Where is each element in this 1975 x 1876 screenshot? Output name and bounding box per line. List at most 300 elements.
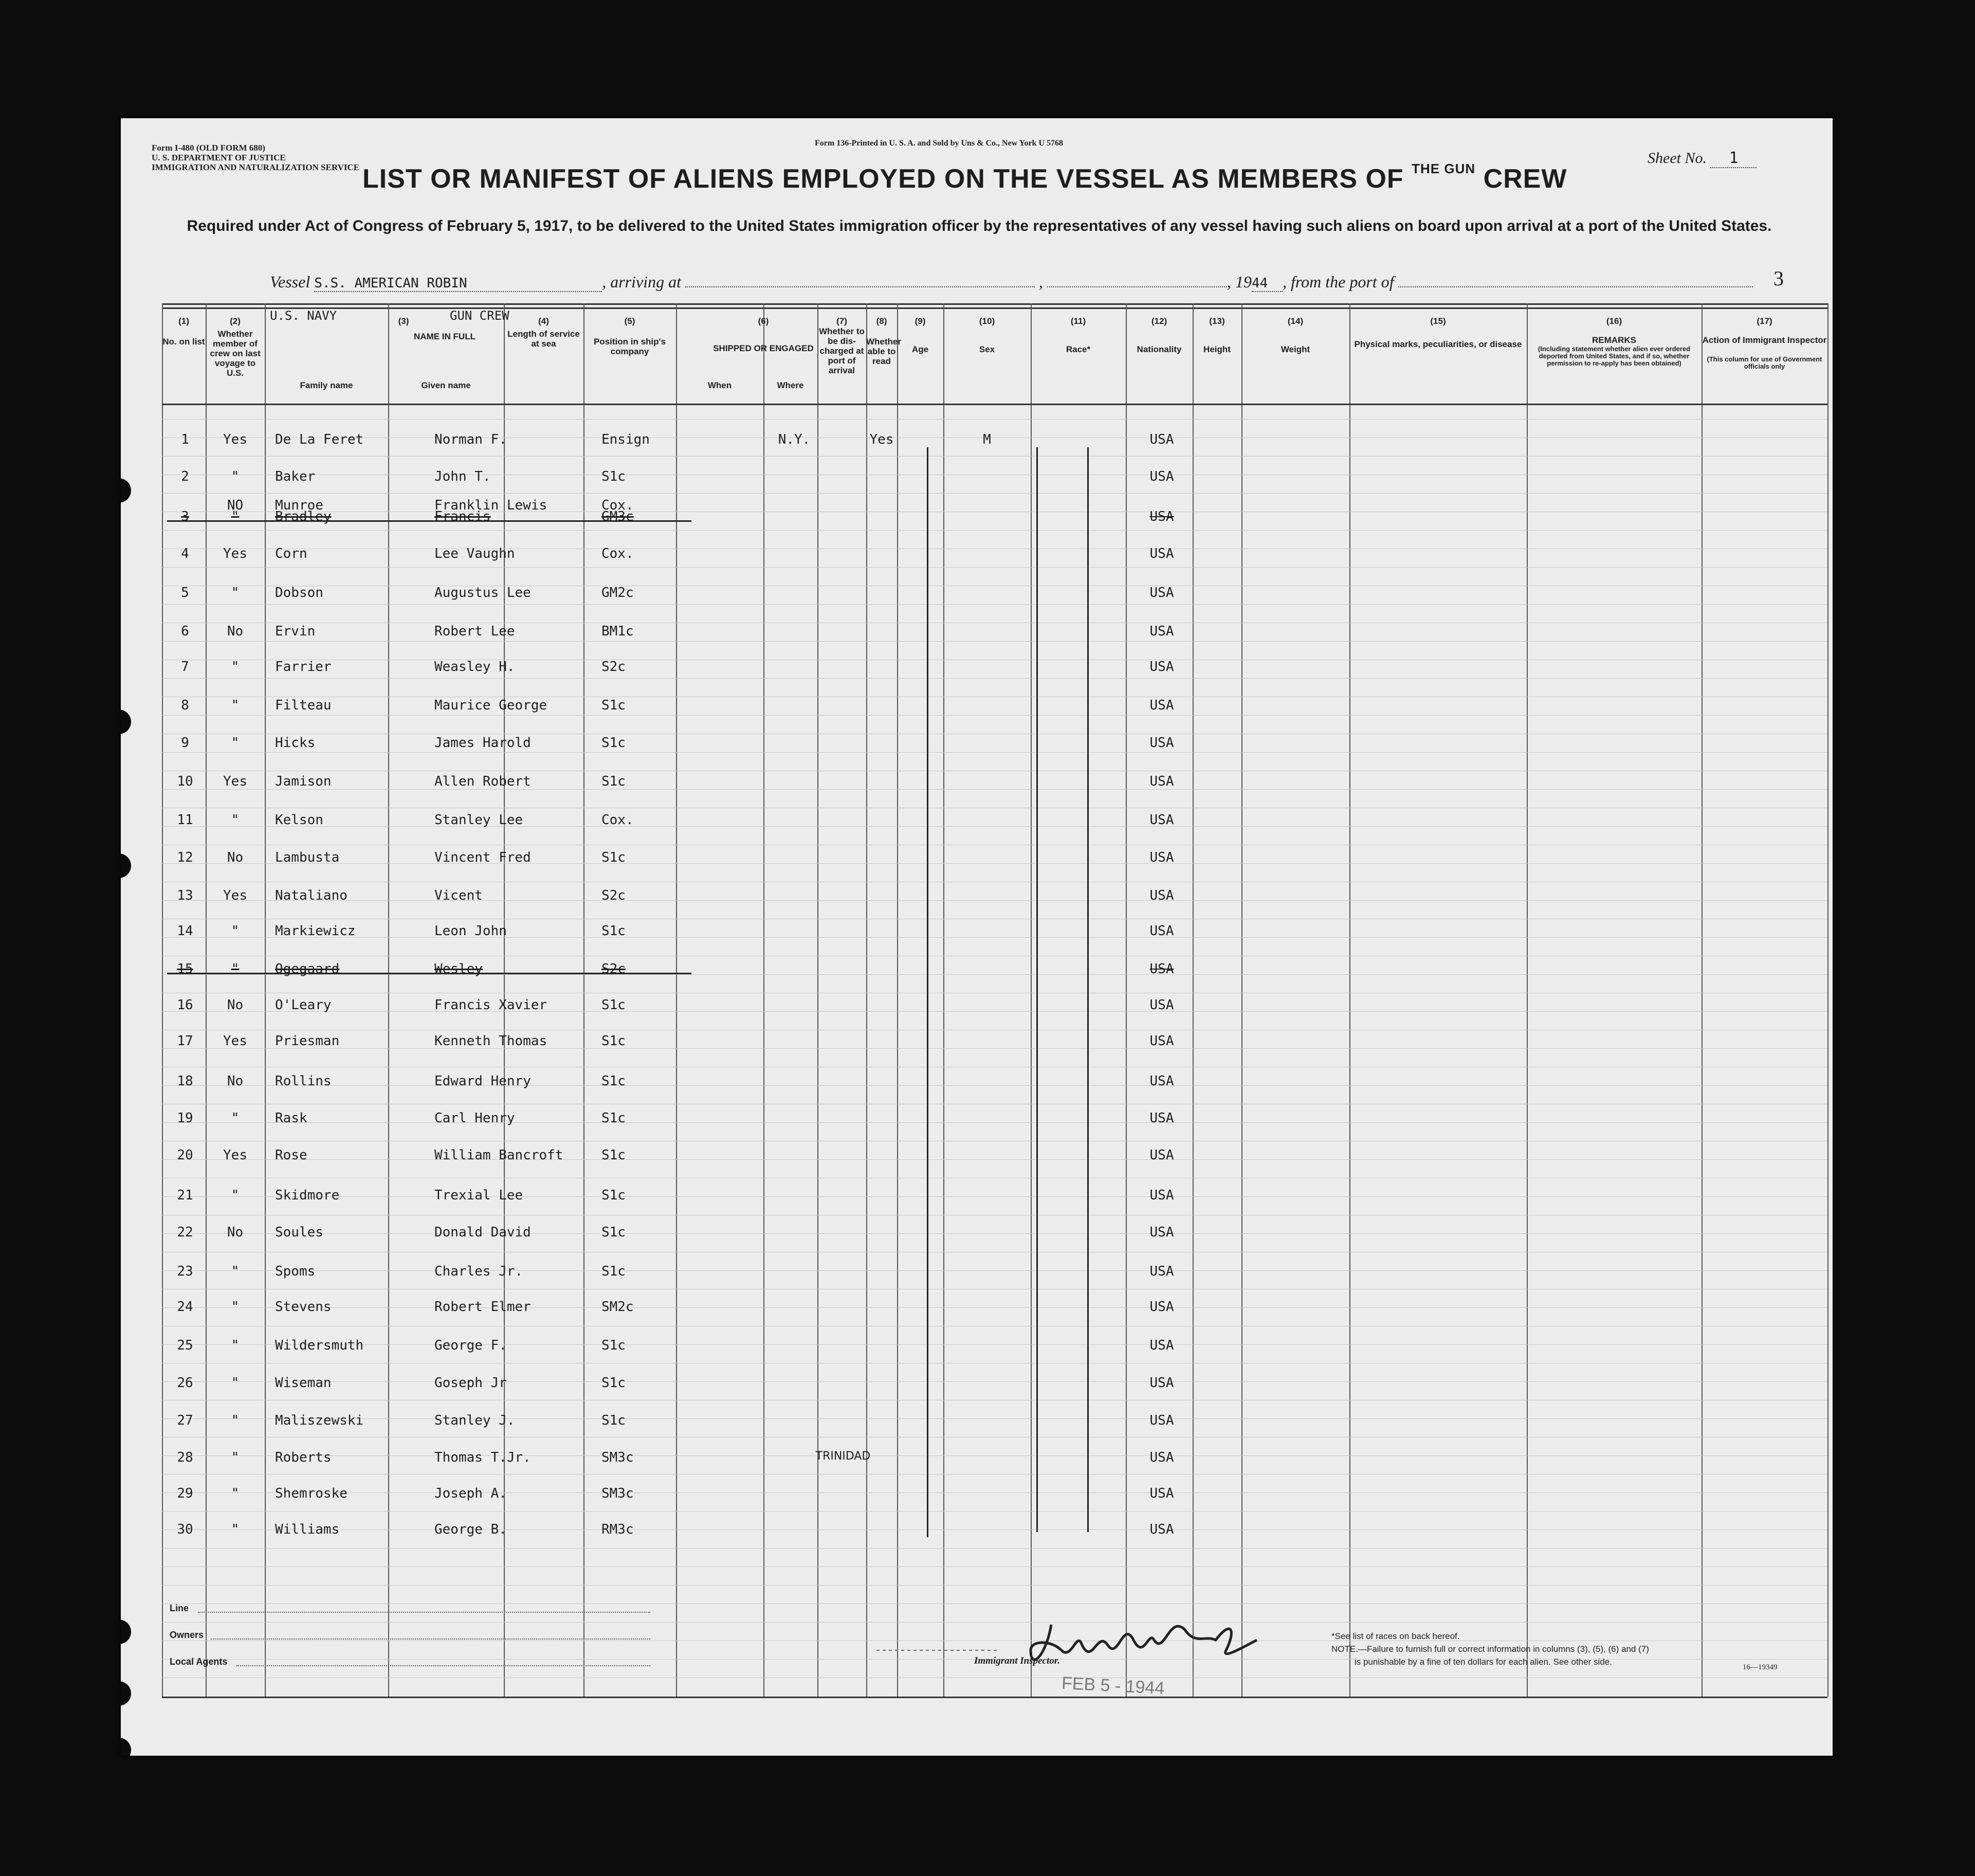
- cell-family: Dobson: [275, 585, 323, 600]
- col-header: Height: [1203, 344, 1231, 354]
- cell-given: Vincent Fred: [434, 850, 531, 865]
- punch-hole: [121, 853, 131, 878]
- row-rule: [162, 1159, 1827, 1160]
- service: IMMIGRATION AND NATURALIZATION SERVICE: [152, 162, 360, 172]
- row-rule: [162, 678, 1827, 679]
- owners-field: [211, 1638, 650, 1640]
- cell-no: 22: [177, 1225, 193, 1240]
- cell-no: 1: [181, 432, 189, 447]
- row-rule: [162, 641, 1827, 642]
- cell-no: 8: [181, 698, 189, 713]
- cell-last: Yes: [223, 774, 247, 789]
- cell-last: ": [231, 1522, 240, 1537]
- col-header: Whether able to read: [866, 337, 901, 366]
- cell-given: John T.: [434, 469, 491, 484]
- cell-family: Rask: [275, 1110, 307, 1126]
- row-rule: [162, 1011, 1827, 1012]
- cell-read: Yes: [869, 432, 894, 447]
- cell-nat: USA: [1149, 1110, 1174, 1126]
- cell-nat: USA: [1149, 1450, 1174, 1465]
- cell-where: TRINIDAD: [815, 1450, 871, 1463]
- row-rule: [162, 1492, 1827, 1493]
- cell-position: Cox.: [601, 546, 634, 561]
- cell-position: Ensign: [601, 432, 650, 447]
- cell-nat: USA: [1149, 850, 1174, 865]
- cell-position: SM3c: [601, 1486, 634, 1501]
- note-penalty: NOTE.—Failure to furnish full or correct information in columns (3), (5), (6) and (7): [1331, 1644, 1649, 1654]
- cell-position: S1c: [601, 1033, 626, 1049]
- col-header: NAME IN FULL: [414, 332, 476, 341]
- column-rule: [1349, 303, 1350, 1697]
- column-rule: [206, 303, 207, 1697]
- vessel-line: Vessel S.S. AMERICAN ROBIN , arriving at , , 1944 , from the port of: [270, 272, 1753, 292]
- col-header: Family name: [300, 380, 353, 390]
- cell-nat: USA: [1149, 1188, 1174, 1203]
- column-rule: [1527, 303, 1528, 1697]
- cell-no: 17: [177, 1033, 193, 1049]
- cell-nat: USA: [1149, 432, 1174, 447]
- cell-nat: USA: [1149, 624, 1174, 639]
- col-header: (3): [398, 316, 409, 326]
- col-header: Nationality: [1137, 344, 1182, 354]
- col-header: (12): [1151, 316, 1167, 326]
- cell-given: Allen Robert: [434, 774, 531, 789]
- cell-last: ": [231, 1110, 240, 1126]
- agents-label: Local Agents: [170, 1656, 228, 1667]
- cell-no: 9: [181, 735, 189, 751]
- cell-position: S1c: [601, 774, 626, 789]
- row-rule: [162, 1307, 1827, 1308]
- cell-nat: USA: [1149, 659, 1174, 675]
- cell-position: S1c: [601, 1264, 626, 1279]
- row-rule: [162, 1418, 1827, 1419]
- cell-last: ": [231, 1486, 240, 1501]
- cell-nat: USA: [1149, 1225, 1174, 1240]
- row-rule: [162, 419, 1827, 420]
- cell-family: Filteau: [275, 698, 332, 713]
- col-header: (Including statement whether alien ever ordered deported from United States, and if so, whether permission to re-apply has been obtained): [1538, 345, 1691, 367]
- cell-last: ": [231, 812, 240, 828]
- inspector-signature: [876, 1599, 1277, 1671]
- cell-no: 20: [177, 1148, 193, 1163]
- footnote: [1331, 1630, 1649, 1668]
- col-header: Given name: [421, 380, 471, 390]
- cell-position: S1c: [601, 1413, 626, 1428]
- cell-family: Jamison: [275, 774, 332, 789]
- cell-given: Weasley H.: [434, 659, 515, 675]
- cell-nat: USA: [1149, 698, 1174, 713]
- row-rule: [162, 530, 1827, 531]
- cell-last: No: [227, 1073, 244, 1089]
- column-rule: [866, 303, 867, 1697]
- col-header: Where: [777, 380, 804, 390]
- cell-given: Donald David: [434, 1225, 531, 1240]
- cell-nat: USA: [1149, 774, 1174, 789]
- note-penalty-cont: is punishable by a fine of ten dollars for each alien. See other side.: [1355, 1657, 1612, 1667]
- cell-nat: USA: [1149, 1522, 1174, 1537]
- cell-position: S1c: [601, 1375, 626, 1391]
- row-rule: [162, 752, 1827, 753]
- cell-position: S1c: [601, 469, 626, 484]
- form-number: Form I-480 (OLD FORM 680): [152, 143, 265, 153]
- cell-position: GM2c: [601, 585, 634, 600]
- ditto-line: [927, 447, 928, 1537]
- cell-given: Wesley: [434, 961, 483, 977]
- col-header: (This column for use of Government officials only: [1707, 355, 1822, 370]
- row-rule: [162, 1344, 1827, 1345]
- row-rule: [162, 456, 1827, 457]
- col-header: (14): [1287, 316, 1304, 326]
- cell-given: Norman F.: [434, 432, 507, 447]
- cell-given: Vicent: [434, 888, 483, 903]
- cell-last: ": [231, 585, 240, 600]
- col-header: (1): [178, 316, 189, 326]
- agents-field: [236, 1665, 650, 1666]
- cell-family: Spoms: [275, 1264, 316, 1279]
- row-rule: [162, 789, 1827, 790]
- cell-position: SM2c: [601, 1299, 634, 1315]
- cell-nat: USA: [1149, 585, 1174, 600]
- row-rule: [162, 1529, 1827, 1530]
- cell-no: 5: [181, 585, 189, 600]
- cell-family: Nataliano: [275, 888, 348, 903]
- cell-given: Stanley Lee: [434, 812, 523, 828]
- cell-family: Wiseman: [275, 1375, 332, 1391]
- cell-last: Yes: [223, 1148, 247, 1163]
- cell-no: 14: [177, 923, 193, 939]
- col-header: Whether member of crew on last voyage to U.S.: [210, 329, 261, 378]
- row-rule: [162, 863, 1827, 864]
- cell-position: S2c: [601, 659, 626, 675]
- note-races: *See list of races on back hereof.: [1331, 1631, 1460, 1641]
- cell-nat: USA: [1149, 1413, 1174, 1428]
- cell-no: 21: [177, 1188, 193, 1203]
- cell-no: 3: [181, 509, 189, 524]
- cell-given: Augustus Lee: [434, 585, 531, 600]
- cell-last: ": [231, 923, 240, 939]
- col-header: Age: [911, 344, 929, 354]
- subtitle: Required under Act of Congress of February 5, 1917, to be delivered to the United States immigration officer by the representatives of any vessel having such aliens on board upon arrival at a port of the United States.: [187, 217, 1772, 234]
- col-header: Whether to be dis-charged at port of arrival: [819, 326, 865, 375]
- cell-position: SM3c: [601, 1450, 634, 1465]
- row-rule: [162, 604, 1827, 605]
- row-rule: [162, 1455, 1827, 1456]
- cell-last: ": [231, 509, 240, 524]
- cell-no: 11: [177, 812, 193, 828]
- cell-nat: USA: [1149, 1338, 1174, 1353]
- cell-position: S1c: [601, 850, 626, 865]
- cell-given: Thomas T.Jr.: [434, 1450, 531, 1465]
- cell-family: Skidmore: [275, 1188, 340, 1203]
- cell-no: 24: [177, 1299, 193, 1315]
- cell-no: 7: [181, 659, 189, 675]
- column-rule: [1126, 303, 1127, 1697]
- row-rule: [162, 900, 1827, 901]
- cell-family: Lambusta: [275, 850, 340, 865]
- cell-position: S1c: [601, 1188, 626, 1203]
- cell-nat: USA: [1149, 812, 1174, 828]
- col-header: (7): [836, 316, 847, 326]
- col-header: (9): [915, 316, 926, 326]
- cell-position: Cox.: [601, 812, 634, 828]
- cell-position: S1c: [601, 1073, 626, 1089]
- col-header: (2): [230, 316, 241, 326]
- cell-given: Lee Vaughn: [434, 546, 515, 561]
- row-rule: [162, 493, 1827, 494]
- column-rule: [817, 303, 818, 1697]
- cell-given: George F.: [434, 1338, 507, 1353]
- cell-position: S2c: [601, 961, 626, 977]
- cell-nat: USA: [1149, 1073, 1174, 1089]
- col-header: No. on list: [162, 337, 205, 347]
- page-mark: 3: [1773, 267, 1784, 290]
- cell-last: ": [231, 1188, 240, 1203]
- cell-no: 25: [177, 1338, 193, 1353]
- column-rule: [162, 303, 163, 1697]
- cell-last: Yes: [223, 1033, 247, 1049]
- cell-last: ": [231, 698, 240, 713]
- cell-last: ": [231, 1450, 240, 1465]
- cell-last: ": [231, 1299, 240, 1315]
- cell-last: ": [231, 961, 240, 977]
- form-code: 16—19349: [1743, 1663, 1778, 1671]
- cell-family: Shemroske: [275, 1486, 348, 1501]
- row-rule: [162, 826, 1827, 827]
- cell-position: S1c: [601, 735, 626, 751]
- punch-hole: [121, 1738, 131, 1756]
- col-header: Sex: [979, 344, 995, 354]
- inspector-label: Immigrant Inspector.: [974, 1655, 1060, 1666]
- strike-line: [167, 973, 691, 974]
- cell-last: NO: [227, 498, 244, 513]
- cell-given: Francis: [434, 509, 491, 524]
- row-rule: [162, 937, 1827, 938]
- cell-last: ": [231, 659, 240, 675]
- cell-last: ": [231, 1264, 240, 1279]
- cell-no: 4: [181, 546, 189, 561]
- cell-last: No: [227, 1225, 244, 1240]
- col-header: (6): [758, 316, 769, 326]
- row-rule: [162, 1548, 1827, 1549]
- row-rule: [162, 1270, 1827, 1271]
- cell-family: Williams: [275, 1522, 340, 1537]
- col-header: (17): [1757, 316, 1772, 326]
- row-rule: [162, 1122, 1827, 1123]
- cell-last: No: [227, 997, 244, 1013]
- cell-position: S1c: [601, 698, 626, 713]
- cell-family: Priesman: [275, 1033, 340, 1049]
- cell-position: S1c: [601, 1110, 626, 1126]
- cell-family: Ervin: [275, 624, 316, 639]
- cell-given: George B.: [434, 1522, 507, 1537]
- cell-last: ": [231, 1338, 240, 1353]
- cell-position: S2c: [601, 888, 626, 903]
- cell-no: 30: [177, 1522, 193, 1537]
- column-rule: [265, 303, 266, 1697]
- cell-given: William Bancroft: [434, 1148, 563, 1163]
- cell-last: Yes: [223, 546, 247, 561]
- cell-family: Roberts: [275, 1450, 332, 1465]
- cell-last: Yes: [223, 888, 247, 903]
- cell-position: Cox.: [601, 498, 634, 513]
- cell-family: Maliszewski: [275, 1413, 364, 1428]
- col-header: Weight: [1281, 344, 1310, 354]
- cell-family: Farrier: [275, 659, 332, 675]
- cell-where: N.Y.: [778, 432, 811, 447]
- punch-hole: [121, 709, 131, 734]
- cell-no: 15: [177, 961, 193, 977]
- cell-nat: USA: [1149, 923, 1174, 939]
- cell-nat: USA: [1149, 509, 1174, 524]
- cell-no: 19: [177, 1110, 193, 1126]
- cell-position: S1c: [601, 997, 626, 1013]
- owners-label: Owners: [170, 1630, 204, 1640]
- cell-nat: USA: [1149, 735, 1174, 751]
- page-title: LIST OR MANIFEST OF ALIENS EMPLOYED ON THE VESSEL AS MEMBERS OF $^{THE GUN}$ CREW: [362, 161, 1567, 194]
- col-header: (11): [1070, 316, 1086, 326]
- strike-line: [167, 520, 691, 522]
- cell-sex: M: [983, 432, 991, 447]
- column-rule: [1241, 303, 1242, 1697]
- column-rule: [763, 303, 764, 1697]
- cell-no: 18: [177, 1073, 193, 1089]
- col-header: SHIPPED OR ENGAGED: [713, 343, 814, 353]
- cell-family: Kelson: [275, 812, 323, 828]
- cell-no: 23: [177, 1264, 193, 1279]
- cell-no: 12: [177, 850, 193, 865]
- cell-nat: USA: [1149, 1033, 1174, 1049]
- col-header: When: [707, 380, 732, 390]
- cell-position: S1c: [601, 923, 626, 939]
- col-header: Position in ship's company: [593, 337, 666, 356]
- cell-no: 16: [177, 997, 193, 1013]
- row-rule: [162, 567, 1827, 568]
- cell-no: 13: [177, 888, 193, 903]
- cell-given: Edward Henry: [434, 1073, 531, 1089]
- cell-position: S1c: [601, 1225, 626, 1240]
- cell-last: Yes: [223, 432, 247, 447]
- cell-family: De La Feret: [275, 432, 364, 447]
- cell-given: Maurice George: [434, 698, 547, 713]
- col-header: (13): [1209, 316, 1225, 326]
- column-rule: [943, 303, 944, 1697]
- cell-nat: USA: [1149, 997, 1174, 1013]
- cell-family: Baker: [275, 469, 316, 484]
- cell-given: Goseph Jr: [434, 1375, 507, 1391]
- col-header: Physical marks, peculiarities, or disease: [1354, 339, 1522, 349]
- row-rule: [162, 715, 1827, 716]
- cell-family: Hicks: [275, 735, 316, 751]
- cell-given: Carl Henry: [434, 1110, 515, 1126]
- cell-given: Robert Elmer: [434, 1299, 531, 1315]
- row-rule: [162, 1085, 1827, 1086]
- column-rule: [897, 303, 898, 1697]
- cell-position: GM3c: [601, 509, 634, 524]
- cell-family: Corn: [275, 546, 307, 561]
- cell-given: Francis Xavier: [434, 997, 547, 1013]
- vessel-name: S.S. AMERICAN ROBIN: [314, 276, 602, 292]
- cell-no: 28: [177, 1450, 193, 1465]
- cell-given: Franklin Lewis: [434, 498, 547, 513]
- col-header: Length of service at sea: [507, 329, 580, 349]
- cell-given: Trexial Lee: [434, 1188, 523, 1203]
- col-header: (10): [979, 316, 995, 326]
- row-rule: [162, 1233, 1827, 1234]
- line-field: [198, 1612, 650, 1613]
- date-stamp: FEB 5 - 1944: [1061, 1673, 1165, 1699]
- cell-no: 2: [181, 469, 189, 484]
- punch-hole: [121, 478, 131, 503]
- cell-family: Ogegaard: [275, 961, 340, 977]
- cell-family: Rose: [275, 1148, 307, 1163]
- cell-nat: USA: [1149, 1299, 1174, 1315]
- cell-family: Rollins: [275, 1073, 332, 1089]
- ditto-line: [1087, 447, 1089, 1532]
- cell-given: Kenneth Thomas: [434, 1033, 547, 1049]
- cell-position: S1c: [601, 1148, 626, 1163]
- col-header: (8): [876, 316, 887, 326]
- ditto-line: [1036, 447, 1038, 1532]
- cell-position: RM3c: [601, 1522, 634, 1537]
- col-header: U.S. NAVY: [270, 308, 337, 323]
- row-rule: [162, 1048, 1827, 1049]
- department: U. S. DEPARTMENT OF JUSTICE: [152, 153, 286, 162]
- form-id-block: [152, 143, 359, 172]
- cell-last: ": [231, 469, 240, 484]
- cell-nat: USA: [1149, 546, 1174, 561]
- punch-hole: [121, 1681, 131, 1706]
- cell-given: James Harold: [434, 735, 531, 751]
- cell-nat: USA: [1149, 1375, 1174, 1391]
- cell-family: Stevens: [275, 1299, 332, 1315]
- col-header: (16): [1606, 316, 1622, 326]
- punch-hole: [121, 1619, 131, 1644]
- cell-no: 29: [177, 1486, 193, 1501]
- column-rule: [1827, 303, 1828, 1697]
- cell-family: Wildersmuth: [275, 1338, 364, 1353]
- cell-family: Munroe: [275, 498, 323, 513]
- printer-line: Form 136-Printed in U. S. A. and Sold by Uns & Co., New York U 5768: [815, 139, 1063, 148]
- cell-nat: USA: [1149, 961, 1174, 977]
- col-header: (5): [624, 316, 635, 326]
- row-rule: [162, 1585, 1827, 1586]
- row-rule: [162, 974, 1827, 975]
- cell-position: BM1c: [601, 624, 634, 639]
- cell-no: 26: [177, 1375, 193, 1391]
- sheet-number: Sheet No. 1: [1648, 149, 1757, 168]
- cell-nat: USA: [1149, 1148, 1174, 1163]
- col-header: (4): [538, 316, 549, 326]
- column-rule: [1702, 303, 1703, 1697]
- cell-family: O'Leary: [275, 997, 332, 1013]
- cell-nat: USA: [1149, 1486, 1174, 1501]
- cell-position: S1c: [601, 1338, 626, 1353]
- cell-nat: USA: [1149, 469, 1174, 484]
- column-rule: [1031, 303, 1032, 1697]
- cell-given: Robert Lee: [434, 624, 515, 639]
- row-rule: [162, 1196, 1827, 1197]
- cell-given: Charles Jr.: [434, 1264, 523, 1279]
- cell-last: ": [231, 1375, 240, 1391]
- cell-no: 6: [181, 624, 189, 639]
- cell-last: ": [231, 735, 240, 751]
- manifest-sheet: [121, 118, 1833, 1756]
- cell-family: Markiewicz: [275, 923, 356, 939]
- cell-family: Soules: [275, 1225, 323, 1240]
- row-rule: [162, 1381, 1827, 1382]
- cell-no: 10: [177, 774, 193, 789]
- cell-family: Bradley: [275, 509, 332, 524]
